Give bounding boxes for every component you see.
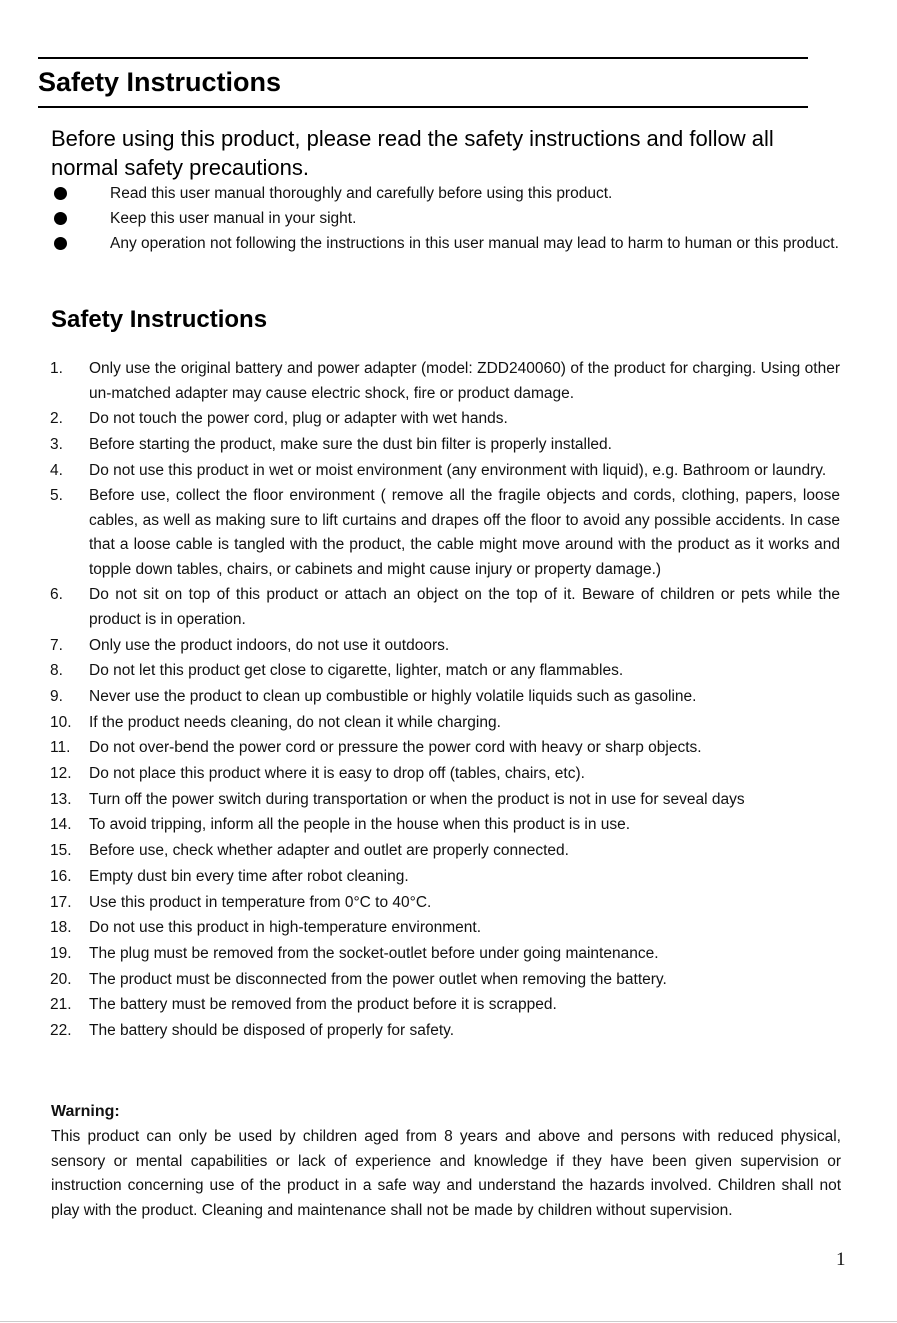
list-item xyxy=(50,433,840,458)
warning-title: Warning: xyxy=(51,1103,120,1120)
list-item xyxy=(50,459,840,484)
list-item-text: Any operation not following the instructions in this user manual may lead to harm to human or this product. xyxy=(110,235,839,252)
list-item xyxy=(50,865,840,890)
item-text: The plug must be removed from the socket-outlet before under going maintenance. xyxy=(89,944,659,962)
page-bottom-border xyxy=(0,1321,897,1322)
precaution-list xyxy=(51,181,841,256)
list-item xyxy=(50,407,840,432)
list-item xyxy=(50,993,840,1018)
list-item xyxy=(50,788,840,813)
item-number: 6. xyxy=(50,586,63,604)
item-number: 9. xyxy=(50,688,63,705)
item-text: Empty dust bin every time after robot cleaning. xyxy=(89,867,409,885)
list-item xyxy=(50,942,840,967)
list-item xyxy=(51,231,841,256)
bullet-icon xyxy=(54,212,67,225)
list-item xyxy=(50,634,840,659)
item-number: 18. xyxy=(50,919,72,937)
item-number: 15. xyxy=(50,842,72,860)
item-text: Do not use this product in wet or moist environment (any environment with liquid), e.g. Bathroom or laundry. xyxy=(89,461,827,479)
list-item xyxy=(50,736,840,761)
list-item xyxy=(50,1019,840,1044)
item-number: 14. xyxy=(50,816,72,834)
item-text: Only use the original battery and power adapter (model: ZDD240060) of the product for charging. Using other un-matched adapter may cause electric shock, fire or product damage. xyxy=(89,360,840,402)
section-title: Safety Instructions xyxy=(51,306,268,333)
item-number: 11. xyxy=(50,739,71,757)
item-number: 22. xyxy=(50,1021,72,1039)
list-item xyxy=(50,762,840,787)
item-number: 12. xyxy=(50,765,72,783)
item-number: 1. xyxy=(50,360,63,377)
item-number: 7. xyxy=(50,636,63,654)
list-item xyxy=(50,711,840,736)
list-item-text: Keep this user manual in your sight. xyxy=(110,210,357,227)
page-number: 1 xyxy=(836,1249,846,1270)
item-number: 21. xyxy=(50,996,72,1014)
item-text: Only use the product indoors, do not use it outdoors. xyxy=(89,636,450,654)
item-number: 19. xyxy=(50,944,72,962)
page-title: Safety Instructions xyxy=(38,67,282,97)
bullet-icon xyxy=(54,187,67,200)
item-number: 3. xyxy=(50,435,63,453)
list-item xyxy=(50,583,840,632)
item-number: 10. xyxy=(50,713,72,731)
item-text: If the product needs cleaning, do not clean it while charging. xyxy=(89,713,501,731)
item-text: Never use the product to clean up combustible or highly volatile liquids such as gasoline. xyxy=(89,688,697,705)
item-text: Do not use this product in high-temperature environment. xyxy=(89,919,482,937)
instruction-list xyxy=(50,357,840,1045)
item-text: Before starting the product, make sure the dust bin filter is properly installed. xyxy=(89,435,612,453)
item-text: Before use, check whether adapter and outlet are properly connected. xyxy=(89,842,569,860)
item-text: Do not over-bend the power cord or pressure the power cord with heavy or sharp objects. xyxy=(89,739,702,757)
warning-text: This product can only be used by children aged from 8 years and above and persons with reduced physical, sensory or mental capabilities or lack of experience and knowledge if they have been given supervision or instruction concerning use of the product in a safe way and understand the hazards involved. Children shall not play with the product. Cleaning and maintenance shall not be made by children without supervision. xyxy=(51,1128,841,1219)
item-text: The battery should be disposed of properly for safety. xyxy=(89,1021,455,1039)
item-text: Do not place this product where it is easy to drop off (tables, chairs, etc). xyxy=(89,765,585,783)
item-number: 20. xyxy=(50,970,72,988)
item-number: 2. xyxy=(50,410,63,428)
item-text: Use this product in temperature from 0°C to 40°C. xyxy=(89,893,432,911)
item-text: Turn off the power switch during transportation or when the product is not in use for seveal days xyxy=(89,790,745,808)
list-item xyxy=(51,206,841,231)
list-item xyxy=(50,659,840,684)
item-text: To avoid tripping, inform all the people in the house when this product is in use. xyxy=(89,816,631,834)
list-item xyxy=(50,968,840,993)
intro-paragraph: Before using this product, please read the safety instructions and follow all normal safety precautions. xyxy=(51,126,774,180)
item-number: 17. xyxy=(50,893,72,911)
list-item xyxy=(50,685,840,710)
list-item xyxy=(50,484,840,582)
item-number: 5. xyxy=(50,487,63,505)
item-number: 8. xyxy=(50,662,63,680)
item-text: Before use, collect the floor environment ( remove all the fragile objects and cords, clothing, papers, loose cables, as well as making sure to lift curtains and drapes off the floor to avoid any possible accidents. In case that a loose cable is tangled with the product, the cable might move around with the product as it works and topple down tables, chairs, or cabinets and might cause injury or property damage.) xyxy=(89,487,840,578)
list-item xyxy=(50,916,840,941)
item-text: Do not let this product get close to cigarette, lighter, match or any flammables. xyxy=(89,662,624,680)
item-text: The battery must be removed from the product before it is scrapped. xyxy=(89,996,557,1014)
header-top-rule xyxy=(38,57,808,59)
list-item xyxy=(50,891,840,916)
item-number: 16. xyxy=(50,867,72,885)
list-item xyxy=(50,839,840,864)
item-number: 4. xyxy=(50,461,63,479)
item-text: Do not sit on top of this product or attach an object on the top of it. Beware of children or pets while the product is in operation. xyxy=(89,586,840,628)
header-bottom-rule xyxy=(38,106,808,108)
bullet-icon xyxy=(54,237,67,250)
list-item-text: Read this user manual thoroughly and carefully before using this product. xyxy=(110,185,613,202)
list-item xyxy=(50,813,840,838)
item-text: Do not touch the power cord, plug or adapter with wet hands. xyxy=(89,410,508,428)
list-item xyxy=(51,181,841,206)
item-text: The product must be disconnected from the power outlet when removing the battery. xyxy=(89,970,667,988)
list-item xyxy=(50,357,840,406)
item-number: 13. xyxy=(50,790,72,808)
